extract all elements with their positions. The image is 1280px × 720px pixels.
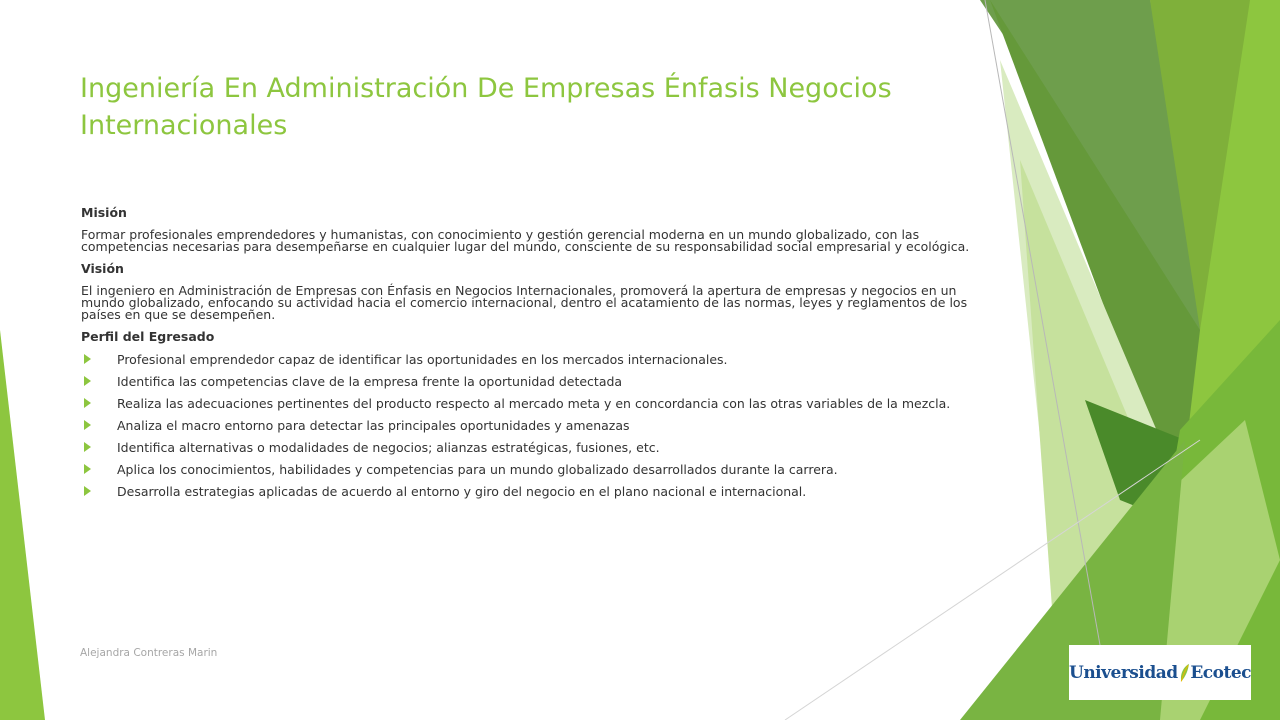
vision-heading: Visión [81, 261, 124, 276]
bullet-arrow-icon [84, 376, 91, 386]
list-item [81, 353, 976, 366]
list-item [81, 463, 976, 476]
list-item-text: Identifica las competencias clave de la empresa frente la oportunidad detectada [117, 374, 623, 389]
slide-body [81, 206, 976, 507]
bullet-arrow-icon [84, 398, 91, 408]
list-item-text: Aplica los conocimientos, habilidades y competencias para un mundo globalizado desarrollados durante la carrera. [117, 462, 838, 477]
logo-text-ecotec: Ecotec [1190, 662, 1251, 683]
list-item [81, 375, 976, 388]
list-item [81, 397, 976, 410]
list-item-text: Realiza las adecuaciones pertinentes del producto respecto al mercado meta y en concordancia con las otras variables de la mezcla. [117, 396, 951, 411]
vision-text: El ingeniero en Administración de Empresas con Énfasis en Negocios Internacionales, promoverá la apertura de empresas y negocios en un mundo globalizado, enfocando su actividad hacia el comercio internacional, dentro el acatamiento de las normas, leyes y reglamentos de los países en que se desempeñen. [81, 283, 968, 322]
list-item-text: Desarrolla estrategias aplicadas de acuerdo al entorno y giro del negocio en el plano nacional e internacional. [117, 484, 807, 499]
perfil-heading: Perfil del Egresado [81, 329, 215, 344]
leaf-icon [1179, 660, 1190, 686]
bullet-arrow-icon [84, 464, 91, 474]
bullet-arrow-icon [84, 420, 91, 430]
bullet-arrow-icon [84, 442, 91, 452]
bullet-arrow-icon [84, 486, 91, 496]
perfil-list [81, 353, 976, 498]
list-item-text: Analiza el macro entorno para detectar las principales oportunidades y amenazas [117, 418, 630, 433]
slide-title: Ingeniería En Administración De Empresas Énfasis Negocios Internacionales [80, 73, 892, 141]
bullet-arrow-icon [84, 354, 91, 364]
list-item [81, 485, 976, 498]
mision-heading: Misión [81, 205, 127, 220]
mision-text: Formar profesionales emprendedores y humanistas, con conocimiento y gestión gerencial moderna en un mundo globalizado, con las competencias necesarias para desempeñarse en cualquier lugar del mundo, consciente de su responsabilidad social empresarial y ecológica. [81, 227, 970, 254]
slide-footer: Alejandra Contreras Marin [80, 647, 218, 659]
list-item [81, 419, 976, 432]
logo-text-universidad: Universidad [1069, 662, 1178, 683]
list-item-text: Identifica alternativas o modalidades de negocios; alianzas estratégicas, fusiones, etc. [117, 440, 660, 455]
list-item [81, 441, 976, 454]
university-logo [1069, 645, 1251, 700]
list-item-text: Profesional emprendedor capaz de identificar las oportunidades en los mercados internacionales. [117, 352, 728, 367]
